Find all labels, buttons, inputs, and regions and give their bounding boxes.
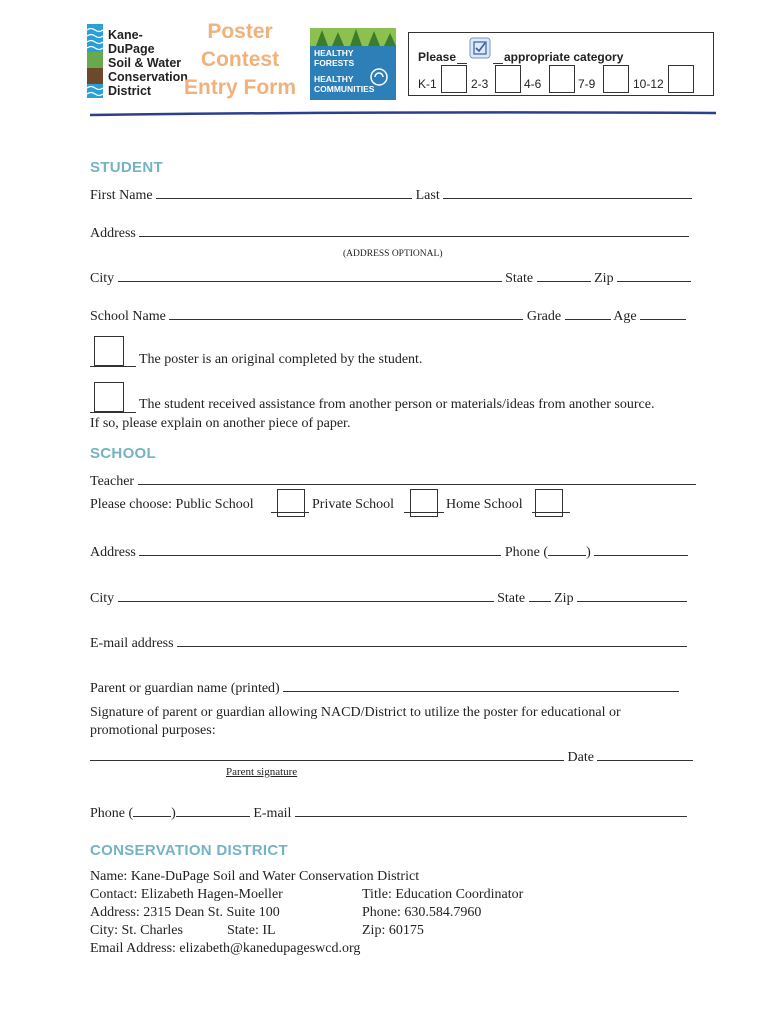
first-name-field[interactable] <box>156 186 412 199</box>
globe-icon <box>370 68 388 86</box>
student-address-label: Address <box>90 226 136 241</box>
age-label: Age <box>613 309 637 324</box>
parent-signature-field[interactable] <box>90 748 564 761</box>
school-phone-label: Phone ( <box>504 545 549 560</box>
last-name-field[interactable] <box>443 186 692 199</box>
home-school-label: Home School <box>446 497 523 512</box>
district-title: Title: Education Coordinator <box>362 887 524 902</box>
parent-name-label: Parent or guardian name (printed) <box>90 681 280 696</box>
category-checkbox-2-3[interactable] <box>495 65 521 93</box>
assistance-checkbox-line <box>90 412 136 413</box>
school-type-label: Please choose: Public School <box>90 497 254 512</box>
category-label-4-6: 4-6 <box>524 77 542 91</box>
parent-signature-caption: Parent signature <box>226 766 298 778</box>
badge-line: FORESTS <box>314 58 355 68</box>
student-state-field[interactable] <box>537 269 591 282</box>
teacher-field[interactable] <box>138 472 696 485</box>
private-school-label: Private School <box>312 497 395 512</box>
grade-label: Grade <box>526 309 562 324</box>
address-optional-note: (ADDRESS OPTIONAL) <box>343 249 443 259</box>
parent-email-label: E-mail <box>253 806 292 821</box>
school-state-field[interactable] <box>529 589 551 602</box>
original-checkbox[interactable] <box>94 336 124 366</box>
school-state-label: State <box>497 591 526 606</box>
org-logo-line: Soil & Water <box>108 56 182 70</box>
category-label-k1: K-1 <box>418 77 437 91</box>
student-state-label: State <box>505 271 534 286</box>
district-address: Address: 2315 Dean St. Suite 100 <box>90 905 280 920</box>
title-line: Poster <box>207 20 273 43</box>
date-label: Date <box>567 750 594 765</box>
district-contact: Contact: Elizabeth Hagen-Moeller <box>90 887 283 902</box>
student-zip-field[interactable] <box>617 269 691 282</box>
school-address-label: Address <box>90 545 136 560</box>
district-zip: Zip: 60175 <box>362 923 424 938</box>
home-school-line <box>532 512 570 513</box>
district-phone: Phone: 630.584.7960 <box>362 905 482 920</box>
wave-icon <box>87 24 103 98</box>
teacher-label: Teacher <box>90 474 135 489</box>
school-phone-area-field[interactable] <box>548 543 586 556</box>
student-city-label: City <box>90 271 115 286</box>
school-zip-label: Zip <box>554 591 574 606</box>
title-line: Contest <box>200 48 280 71</box>
signature-text-line-2: promotional purposes: <box>90 723 216 738</box>
category-checkbox-10-12[interactable] <box>668 65 694 93</box>
grade-field[interactable] <box>565 307 611 320</box>
school-phone-field[interactable] <box>594 543 688 556</box>
badge-line: HEALTHY <box>314 74 354 84</box>
title-line: Entry Form <box>183 76 296 99</box>
tree-icon <box>310 28 396 46</box>
healthy-forests-badge <box>310 28 396 100</box>
private-school-line <box>404 512 444 513</box>
category-label-7-9: 7-9 <box>578 77 596 91</box>
assistance-explain: If so, please explain on another piece of paper. <box>90 416 351 431</box>
age-field[interactable] <box>640 307 686 320</box>
header-rule <box>90 110 716 118</box>
category-checkbox-7-9[interactable] <box>603 65 629 93</box>
org-logo <box>87 24 187 98</box>
category-checkbox-k1[interactable] <box>441 65 467 93</box>
last-name-label: Last <box>415 188 440 203</box>
school-phone-close: ) <box>586 545 591 560</box>
checkmark-icon <box>469 37 491 59</box>
original-checkbox-line <box>90 366 136 367</box>
student-address-field[interactable] <box>139 224 689 237</box>
category-checkbox-4-6[interactable] <box>549 65 575 93</box>
badge-line: COMMUNITIES <box>314 84 375 94</box>
school-address-field[interactable] <box>139 543 501 556</box>
category-label-10-12: 10-12 <box>633 77 664 91</box>
district-heading: CONSERVATION DISTRICT <box>90 842 288 859</box>
public-school-line <box>271 512 309 513</box>
student-city-field[interactable] <box>118 269 502 282</box>
assistance-checkbox[interactable] <box>94 382 124 412</box>
parent-phone-area-field[interactable] <box>133 804 171 817</box>
org-logo-line: District <box>108 84 152 98</box>
email-label: E-mail address <box>90 636 174 651</box>
district-state: State: IL <box>227 923 276 938</box>
parent-phone-close: ) <box>171 806 176 821</box>
category-prompt: Please <box>418 50 457 64</box>
parent-phone-label: Phone ( <box>90 806 134 821</box>
district-email: Email Address: elizabeth@kanedupageswcd.org <box>90 941 361 956</box>
signature-text-line-1: Signature of parent or guardian allowing NACD/District to utilize the poster for educational or <box>90 705 621 720</box>
first-name-label: First Name <box>90 188 153 203</box>
email-field[interactable] <box>177 634 687 647</box>
school-city-field[interactable] <box>118 589 494 602</box>
category-prompt-rest: appropriate category <box>504 50 624 64</box>
school-name-field[interactable] <box>169 307 523 320</box>
parent-email-field[interactable] <box>295 804 687 817</box>
school-heading: SCHOOL <box>90 445 156 462</box>
school-city-label: City <box>90 591 115 606</box>
category-box <box>408 32 714 96</box>
student-zip-label: Zip <box>594 271 614 286</box>
parent-phone-field[interactable] <box>176 804 250 817</box>
category-label-2-3: 2-3 <box>471 77 489 91</box>
badge-line: HEALTHY <box>314 48 354 58</box>
district-name: Name: Kane-DuPage Soil and Water Conservation District <box>90 869 420 884</box>
org-logo-line: Kane-DuPage <box>108 28 155 56</box>
district-city: City: St. Charles <box>90 923 183 938</box>
parent-name-field[interactable] <box>283 679 679 692</box>
date-field[interactable] <box>597 748 693 761</box>
assistance-statement: The student received assistance from another person or materials/ideas from another source. <box>139 397 655 412</box>
original-statement: The poster is an original completed by the student. <box>139 352 423 367</box>
school-zip-field[interactable] <box>577 589 687 602</box>
school-name-label: School Name <box>90 309 166 324</box>
student-heading: STUDENT <box>90 159 163 176</box>
org-logo-line: Conservation <box>108 70 188 84</box>
